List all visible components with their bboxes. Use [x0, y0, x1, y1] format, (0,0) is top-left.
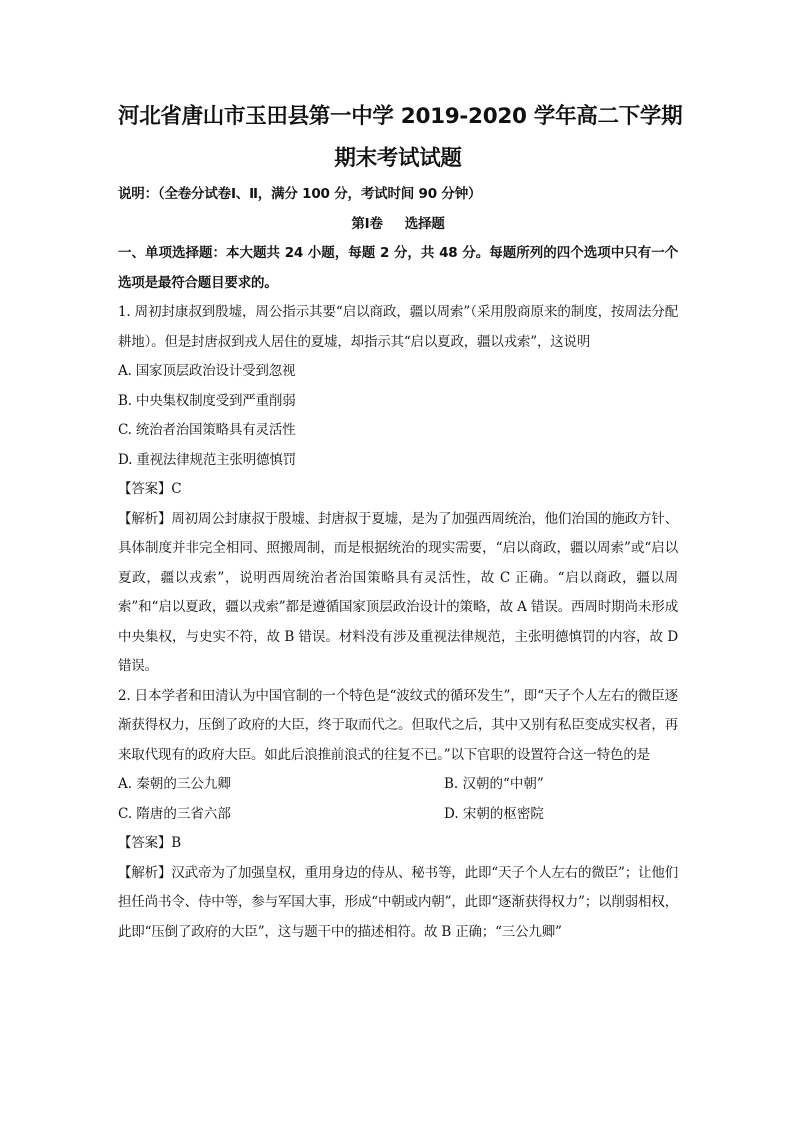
section-heading — [118, 210, 678, 240]
question-2 — [118, 682, 678, 948]
question-2-stem: 2. 日本学者和田清认为中国官制的一个特色是“波纹式的循环发生”，即“天子个人左右的微臣逐渐获得权力，压倒了政府的大臣，终于取而代之。但取代之后，其中又别有私臣变成实权者，再来取代现有的政府大臣。如此后浪推前浪式的往复不已。”以下官职的设置符合这一特色的是 — [118, 687, 678, 763]
question-2-answer: 【答案】B — [118, 835, 181, 851]
question-2-option-b: B. 汉朝的“中朝” — [444, 776, 544, 792]
question-2-option-a: A. 秦朝的三公九卿 — [118, 776, 231, 792]
question-2-option-c: C. 隋唐的三省六部 — [118, 805, 231, 822]
question-1-option-d: D. 重视法律规范主张明德慎罚 — [118, 451, 296, 468]
question-2-options-row-2 — [118, 800, 678, 830]
question-1 — [118, 298, 678, 682]
exam-note: 说明：（全卷分试卷Ⅰ、Ⅱ，满分 100 分，考试时间 90 分钟） — [118, 186, 482, 202]
question-1-option-a: A. 国家顶层政治设计受到忽视 — [118, 363, 296, 379]
section-name: 选择题 — [404, 215, 445, 232]
question-2-options-row-1 — [118, 770, 678, 800]
question-1-answer: 【答案】C — [118, 481, 182, 497]
exam-title-line1: 河北省唐山市玉田县第一中学 2019-2020 学年高二下学期 — [118, 104, 683, 129]
question-1-option-c: C. 统治者治国策略具有灵活性 — [118, 422, 296, 438]
question-2-analysis: 【解析】汉武帝为了加强皇权，重用身边的侍从、秘书等，此即“天子个人左右的微臣”；让他们担任尚书令、侍中等，参与军国大事，形成“中朝或内朝”，此即“逐渐获得权力”；以削弱相权，此即“压倒了政府的大臣”，这与题干中的描述相符。故 B 正确；“三公九卿” — [118, 864, 678, 940]
question-1-stem: 1. 周初封康叔到殷墟，周公指示其要“启以商政，疆以周索”（采用殷商原来的制度，按周法分配耕地）。但是封唐叔到戎人居住的夏墟，却指示其“启以夏政，疆以戎索”，这说明 — [118, 304, 678, 350]
section-part: 第Ⅰ卷 — [351, 215, 383, 232]
question-2-option-d: D. 宋朝的枢密院 — [444, 805, 544, 822]
exam-title-line2: 期末考试试题 — [334, 146, 462, 171]
question-1-option-b: B. 中央集权制度受到严重削弱 — [118, 392, 296, 409]
section-instruction: 一、单项选择题：本大题共 24 小题，每题 2 分，共 48 分。每题所列的四个选项中只有一个选项是最符合题目要求的。 — [118, 245, 678, 291]
question-1-analysis: 【解析】周初周公封康叔于殷墟、封唐叔于夏墟，是为了加强西周统治，他们治国的施政方针、具体制度并非完全相同、照搬周制，而是根据统治的现实需要，“启以商政，疆以周索”或“启以夏政，疆以戎索”，说明西周统治者治国策略具有灵活性，故 C 正确。“启以商政，疆以周索”和“启以夏政，疆以戎索”都是遵循国家顶层政治设计的策略，故 A 错误。西周时期尚未形成中央集权，与史实不符，故 B 错误。材料没有涉及重视法律规范，主张明德慎罚的内容，故 D 错误。 — [118, 510, 678, 674]
exam-page — [118, 96, 683, 947]
